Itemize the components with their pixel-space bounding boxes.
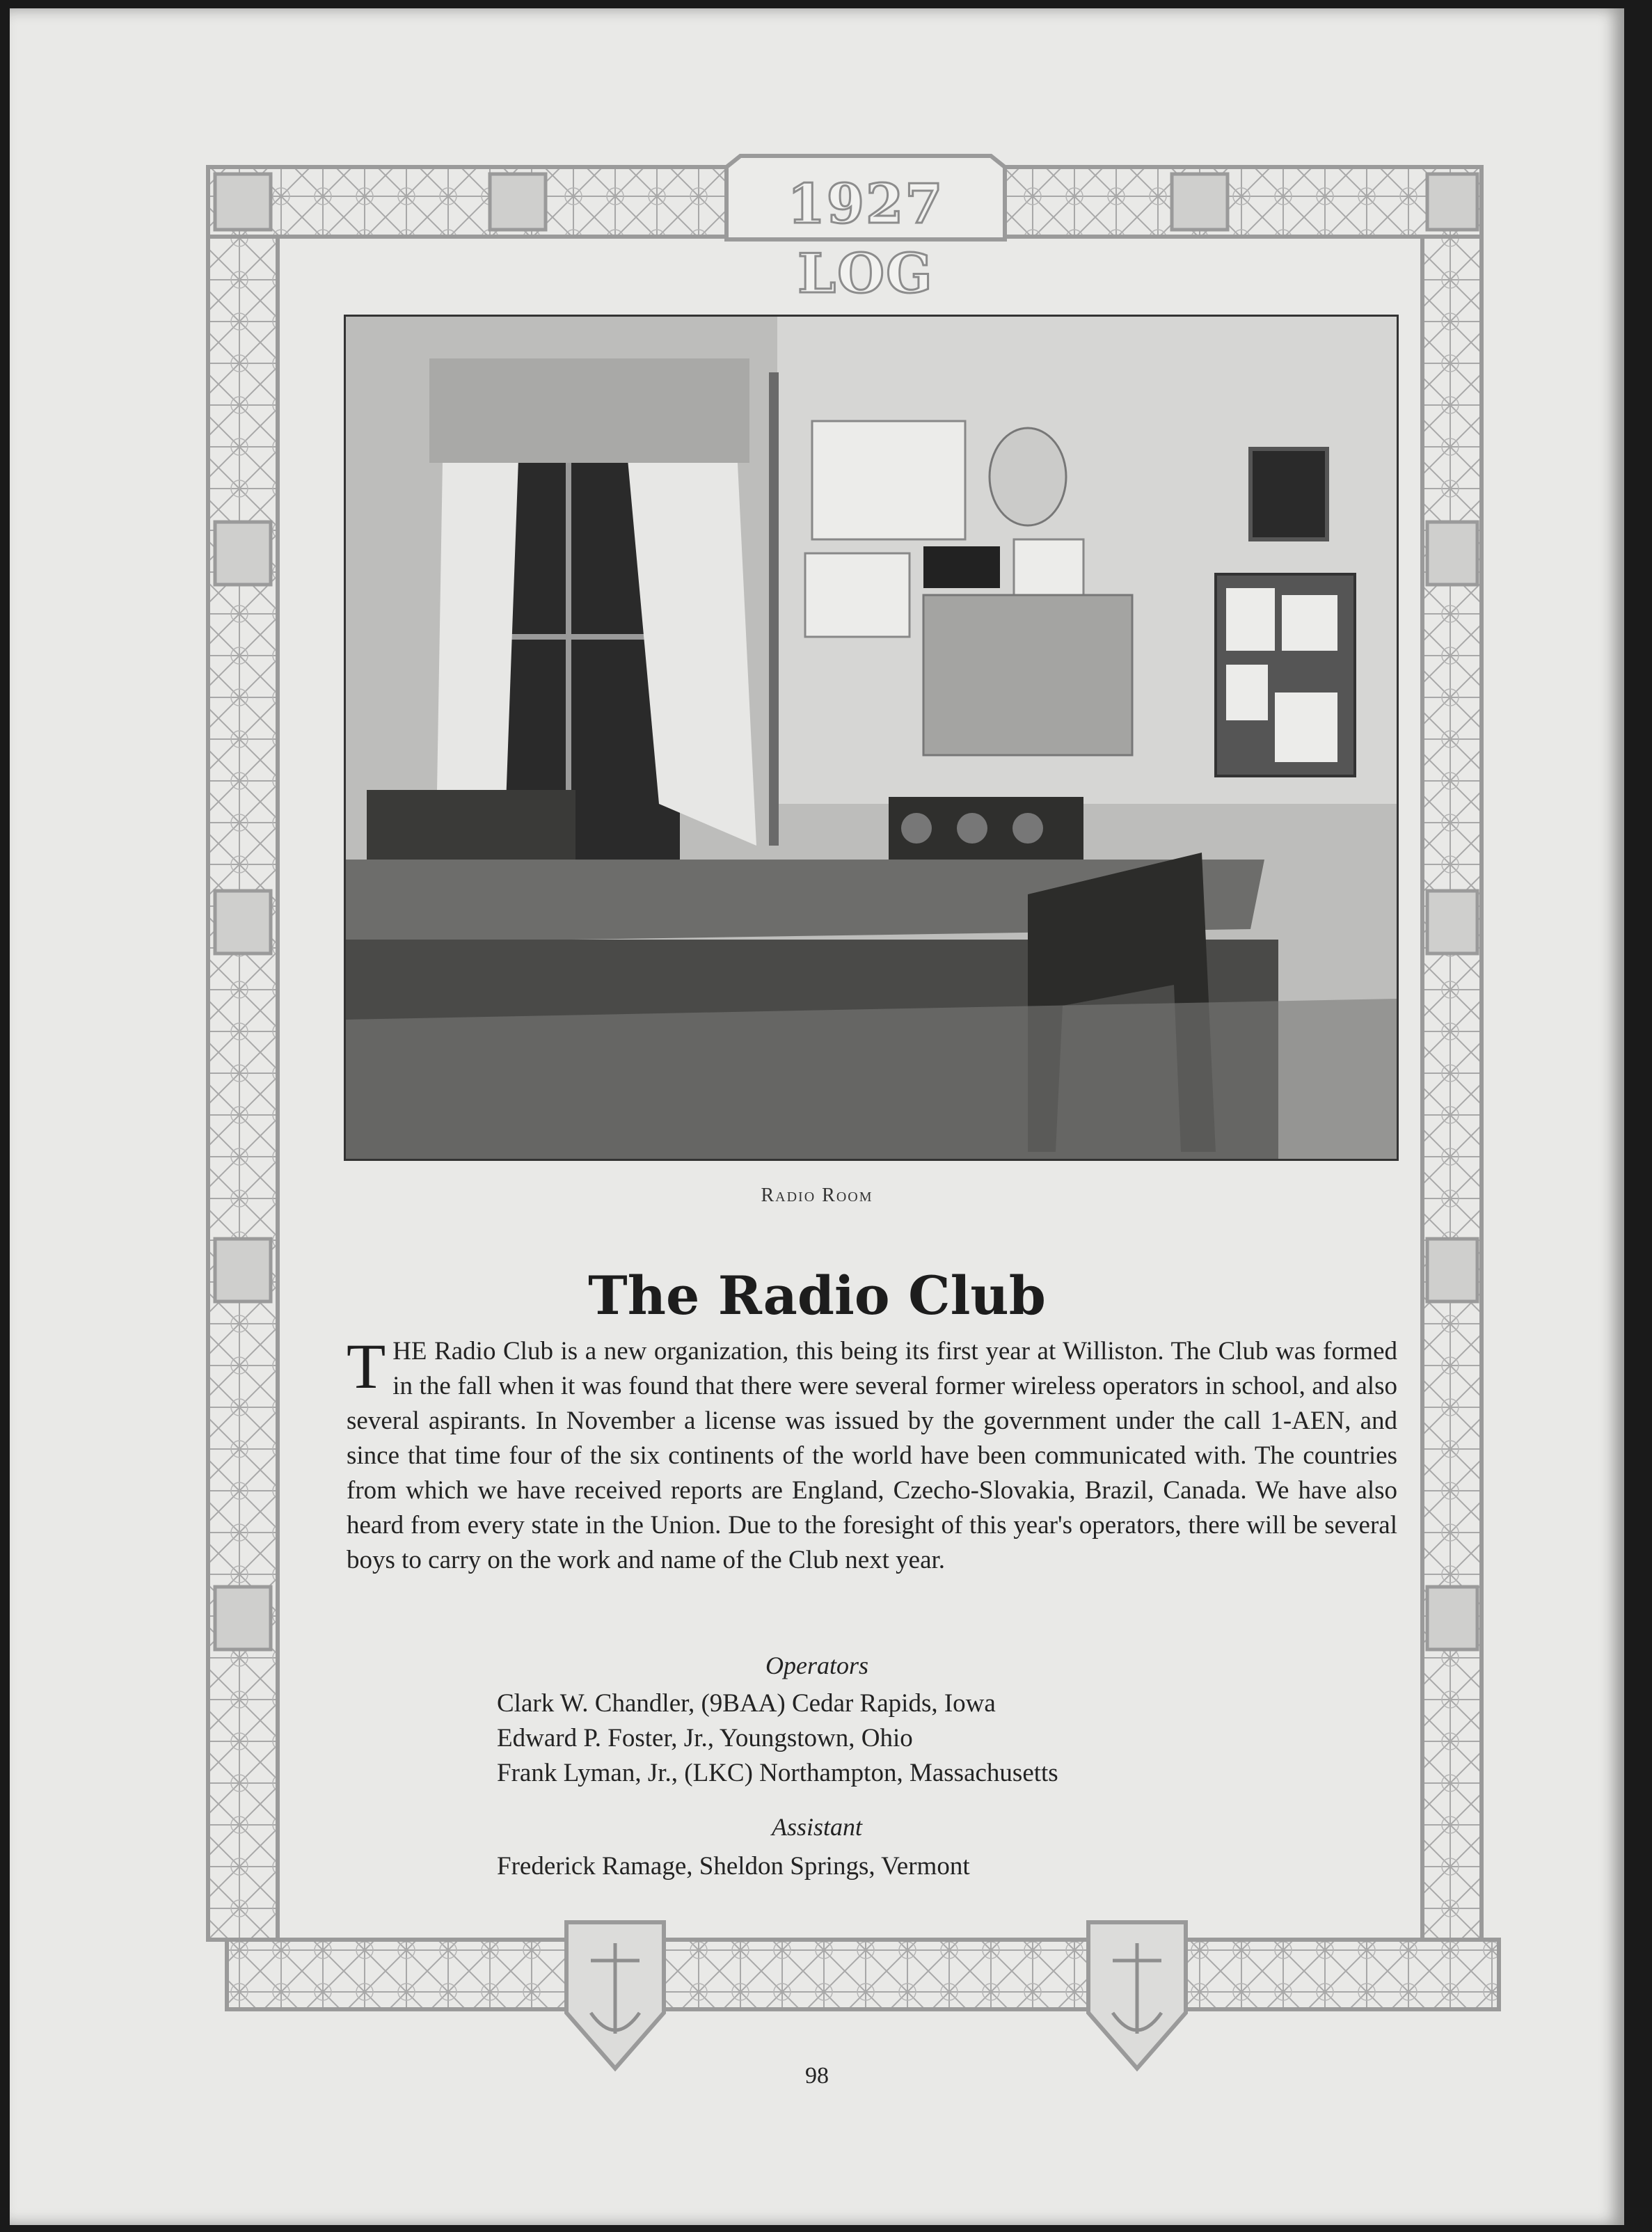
yearbook-title: 1927 LOG: [787, 173, 944, 306]
operator-entry: Edward P. Foster, Jr., Youngstown, Ohio: [497, 1724, 913, 1752]
radio-room-photo: [344, 315, 1399, 1161]
photo-caption: Radio Room: [761, 1185, 873, 1206]
drop-cap: T: [347, 1331, 386, 1402]
article-title: The Radio Club: [588, 1265, 1046, 1327]
assistant-entry: Frederick Ramage, Sheldon Springs, Vermont: [497, 1852, 970, 1881]
page-number: 98: [805, 2063, 829, 2089]
operator-entry: Frank Lyman, Jr., (LKC) Northampton, Massachusetts: [497, 1759, 1058, 1787]
article-body: [347, 1331, 1397, 1578]
operators-label: Operators: [765, 1652, 868, 1679]
yearbook-page: [10, 8, 1624, 2225]
article-paragraph: HE Radio Club is a new organization, this being its first year at Williston. The Club was formed in the fall when it was found that there were several former wireless operators in school, and also several aspirants. In November a license was issued by the government under the call 1-AEN, and since that time four of the six continents of the world have been communicated with. The countries from which we have received reports are England, Czecho-Slovakia, Brazil, Canada. We have also heard from every state in the Union. Due to the foresight of this year's operators, there will be several boys to carry on the work and name of the Club next year.: [347, 1337, 1397, 1574]
operator-entry: Clark W. Chandler, (9BAA) Cedar Rapids, Iowa: [497, 1689, 996, 1718]
assistant-label: Assistant: [771, 1813, 863, 1841]
